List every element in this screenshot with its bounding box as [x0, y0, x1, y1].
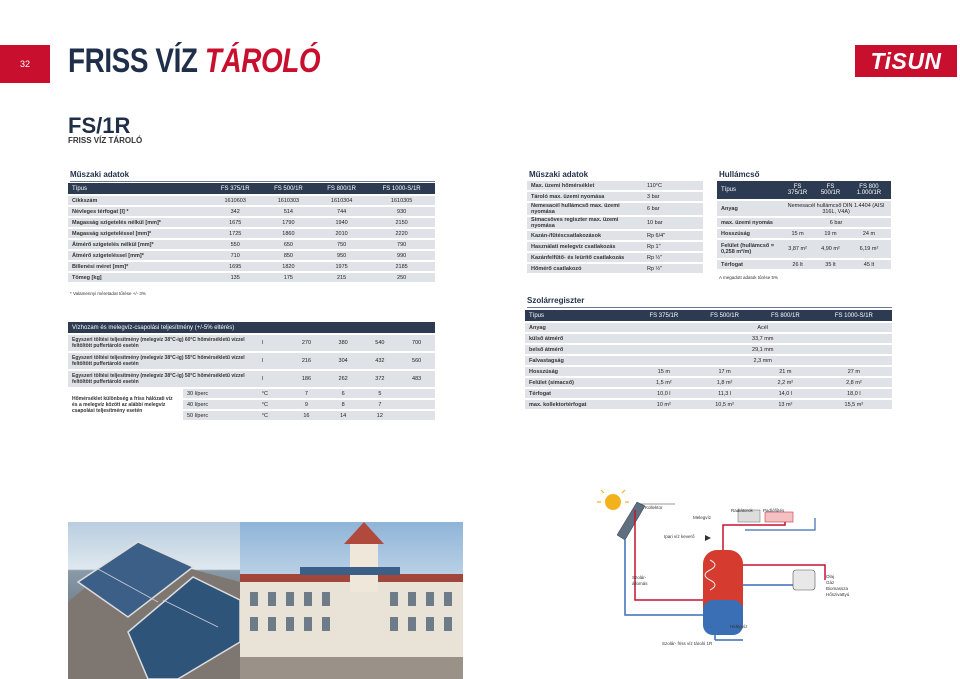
solar-cell: 10,0 l: [633, 389, 694, 398]
label-kollektor: Kollektor: [645, 505, 663, 510]
label-melegviz: Melegvíz: [693, 515, 712, 520]
diff-unit: °C: [258, 400, 288, 409]
tech-cell: 790: [368, 240, 435, 249]
brand-logo: TiSUN: [855, 45, 957, 77]
label-szolar-allomas: Szolár- állomás: [632, 575, 648, 586]
model-name: FS/1R: [68, 113, 131, 138]
tech-cell: 2220: [368, 229, 435, 238]
hull-row: [717, 240, 891, 258]
tech2-label: Hőmérő csatlakozó: [527, 264, 643, 273]
tech2-row: [527, 181, 703, 190]
hull-cell: 3,87 m²: [781, 240, 814, 258]
mixer-valve-icon: [705, 535, 711, 541]
diff-cell: 16: [288, 411, 325, 420]
perf-cell: 186: [288, 371, 325, 387]
solar-span-label: Anyag: [525, 323, 633, 332]
system-diagram: [595, 490, 860, 650]
solar-span-label: belső átmérő: [525, 345, 633, 354]
solar-header-cell: FS 375/1R: [633, 310, 694, 321]
diff-cell: 9: [288, 400, 325, 409]
tech-header-row: [68, 183, 435, 194]
solar-cell: 2,2 m²: [755, 378, 816, 387]
perf-cell: 216: [288, 353, 325, 369]
hull-nyomas-label: max. üzemi nyomás: [717, 218, 781, 227]
solar-cell: 1,5 m²: [633, 378, 694, 387]
perf-label: Egyszeri töltési teljesítmény (melegvíz 38°C-ig) 55°C hőmérsékletű vízzel feltöltött puffertároló esetén: [68, 353, 258, 369]
page-number: 32: [0, 45, 50, 83]
hull-header-cell: FS 800 1.000/1R: [847, 181, 891, 199]
solar-row: [525, 400, 892, 409]
hull-cell: Felület (hullámcső = 0,258 m²/m): [717, 240, 781, 258]
tech-cell: 1610305: [368, 196, 435, 205]
tech-row: [68, 262, 435, 271]
tech2-value: Rp 1": [643, 242, 703, 251]
solar-span-value: 29,1 mm: [633, 345, 892, 354]
perf-unit: l: [258, 335, 288, 351]
solar-span-value: 2,3 mm: [633, 356, 892, 365]
tech-cell: 1975: [315, 262, 368, 271]
tech-cell: 550: [209, 240, 262, 249]
page-title: [68, 42, 320, 81]
photo-school-building: [240, 522, 463, 679]
solar-cell: 14,0 l: [755, 389, 816, 398]
label-radiatorok: Radiátorok: [731, 508, 753, 513]
tech2-heading: Műszaki adatok: [529, 170, 703, 182]
tech-cell: Tömeg [kg]: [68, 273, 209, 282]
tech-cell: 514: [262, 207, 315, 216]
diff-label: Hőmérséklet különbség a friss hálózati víz és a melegvíz között az alábbi melegvíz csapolási teljesítmény esetén: [68, 389, 183, 420]
hull-cell: 26 lt: [781, 260, 814, 269]
tech-cell: Billenési méret [mm]*: [68, 262, 209, 271]
label-energy: Olaj Gáz Biomassza Hőszivattyú: [826, 574, 850, 597]
perf-cell: 540: [362, 335, 399, 351]
tech-cell: 1610303: [262, 196, 315, 205]
solar-span-row: [525, 345, 892, 354]
tech-cell: 930: [368, 207, 435, 216]
perf-cell: 372: [362, 371, 399, 387]
title-main: FRISS VÍZ: [68, 42, 198, 80]
diff-cell: 12: [362, 411, 399, 420]
solar-cell: 10 m²: [633, 400, 694, 409]
tech2-value: 6 bar: [643, 203, 703, 215]
solar-cell: Felület (simacső): [525, 378, 633, 387]
solar-header-row: [525, 310, 892, 321]
hull-note: A megadott adatok tűrése 5%: [719, 275, 779, 280]
solar-table: [525, 308, 892, 411]
tech-cell: 1820: [262, 262, 315, 271]
tech2-row: [527, 203, 703, 215]
tech2-label: Kazánfelfűtő- és leürítő csatlakozás: [527, 253, 643, 262]
tech2-row: [527, 217, 703, 229]
hull-anyag-label: Anyag: [717, 201, 781, 216]
hull-cell: 45 lt: [847, 260, 891, 269]
solar-heading: Szolárregiszter: [527, 296, 892, 308]
tech2-value: Rp ½": [643, 253, 703, 262]
tech-cell: 990: [368, 251, 435, 260]
hull-anyag-value: Nemesacél hullámcső DIN 1.4404 (AISI 316L, V4A): [781, 201, 891, 216]
tech2-label: Max. üzemi hőmérséklet: [527, 181, 643, 190]
hull-header-cell: Típus: [717, 181, 781, 199]
sun-icon: [597, 490, 629, 510]
label-hidegviz: Hidegvíz: [730, 624, 748, 629]
tech-header-cell: FS 500/1R: [262, 183, 315, 194]
tech-cell: 1725: [209, 229, 262, 238]
solar-span-label: Falvastagság: [525, 356, 633, 365]
perf-header: Vízhozam és melegvíz-csapolási teljesítmény (+/-5% eltérés): [68, 322, 435, 333]
tech2-value: 10 bar: [643, 217, 703, 229]
solar-span-row: [525, 323, 892, 332]
photo-solar-roof: [68, 522, 240, 679]
solar-header-cell: FS 800/1R: [755, 310, 816, 321]
diff-flow: 30 l/perc: [183, 389, 258, 398]
solar-span-label: külső átmérő: [525, 334, 633, 343]
hull-heading: Hullámcső: [719, 170, 891, 182]
tech-cell: Cikkszám: [68, 196, 209, 205]
solar-roof-illustration: [68, 522, 240, 679]
label-padlofutes: Padlófűtés: [763, 508, 785, 513]
solar-cell: 11,3 l: [694, 389, 755, 398]
perf-row: [68, 335, 435, 351]
perf-label: Egyszeri töltési teljesítmény (melegvíz 38°C-ig) 50°C hőmérsékletű vízzel feltöltött puffertároló esetén: [68, 371, 258, 387]
solar-span-value: 33,7 mm: [633, 334, 892, 343]
hull-cell: 24 m: [847, 229, 891, 238]
solar-span-row: [525, 356, 892, 365]
tech-cell: 744: [315, 207, 368, 216]
diff-cell: 7: [362, 400, 399, 409]
diff-cell: 14: [325, 411, 362, 420]
perf-cell: 380: [325, 335, 362, 351]
diagram-caption: Szolár- friss víz tároló 1R: [662, 641, 713, 646]
tech-cell: 750: [315, 240, 368, 249]
tech-heading: Műszaki adatok: [70, 170, 435, 182]
diff-cell: 5: [362, 389, 399, 398]
tech2-label: Tároló max. üzemi nyomása: [527, 192, 643, 201]
tech-note: * Valamennyi méretadat tűrése +/- 3%: [70, 291, 146, 296]
boiler-icon: [793, 570, 815, 590]
solar-cell: Térfogat: [525, 389, 633, 398]
diff-unit: °C: [258, 411, 288, 420]
tech-header-cell: Típus: [68, 183, 209, 194]
hull-nyomas-row: [717, 218, 891, 227]
tech-cell: 710: [209, 251, 262, 260]
tech-cell: 2010: [315, 229, 368, 238]
diff-cell: 6: [325, 389, 362, 398]
tech-header-cell: FS 1000-S/1R: [368, 183, 435, 194]
solar-span-value: Acél: [633, 323, 892, 332]
title-accent: TÁROLÓ: [204, 42, 321, 80]
perf-cell: 270: [288, 335, 325, 351]
tech2-row: [527, 231, 703, 240]
perf-cell: 560: [398, 353, 435, 369]
tech-cell: Magasság szigetelés nélkül [mm]*: [68, 218, 209, 227]
tech-cell: 1940: [315, 218, 368, 227]
solar-header-cell: Típus: [525, 310, 633, 321]
tech2-table: [527, 179, 703, 275]
tech-cell: 1610304: [315, 196, 368, 205]
tech-cell: 650: [262, 240, 315, 249]
solar-cell: 21 m: [755, 367, 816, 376]
perf-cell: 304: [325, 353, 362, 369]
tech-cell: 1860: [262, 229, 315, 238]
perf-unit: l: [258, 371, 288, 387]
tech2-label: Nemesacél hullámcső max. üzemi nyomása: [527, 203, 643, 215]
tech2-label: Használati melegvíz csatlakozás: [527, 242, 643, 251]
tech-row: [68, 251, 435, 260]
tech-cell: 2150: [368, 218, 435, 227]
tech2-row: [527, 242, 703, 251]
tech-cell: Névleges térfogat [l] *: [68, 207, 209, 216]
diff-empty: [398, 389, 435, 398]
tech-cell: 175: [262, 273, 315, 282]
tech-row: [68, 196, 435, 205]
hull-cell: Hosszúság: [717, 229, 781, 238]
solar-cell: 1,8 m²: [694, 378, 755, 387]
diff-cell: 7: [288, 389, 325, 398]
hull-cell: 4,90 m²: [814, 240, 847, 258]
tech-cell: 2185: [368, 262, 435, 271]
tech-cell: 250: [368, 273, 435, 282]
floor-heating-icon: [765, 512, 793, 522]
perf-unit: l: [258, 353, 288, 369]
perf-table: [68, 320, 435, 422]
tech2-value: 3 bar: [643, 192, 703, 201]
diff-unit: °C: [258, 389, 288, 398]
hull-cell: Térfogat: [717, 260, 781, 269]
hull-cell: 15 m: [781, 229, 814, 238]
label-ipari: Ipari víz keverő: [664, 534, 695, 539]
solar-cell: 27 m: [816, 367, 892, 376]
solar-cell: 10,5 m²: [694, 400, 755, 409]
solar-header-cell: FS 1000-S/1R: [816, 310, 892, 321]
hull-row: [717, 229, 891, 238]
tech-row: [68, 229, 435, 238]
hull-row: [717, 260, 891, 269]
tech2-value: Rp ½": [643, 264, 703, 273]
solar-header-cell: FS 500/1R: [694, 310, 755, 321]
tech2-row: [527, 264, 703, 273]
tech-header-cell: FS 800/1R: [315, 183, 368, 194]
hull-header-cell: FS 375/1R: [781, 181, 814, 199]
solar-cell: max. kollektortérfogat: [525, 400, 633, 409]
tech2-value: 110°C: [643, 181, 703, 190]
diff-cell: 8: [325, 400, 362, 409]
solar-cell: 13 m²: [755, 400, 816, 409]
hull-cell: 35 lt: [814, 260, 847, 269]
tech-table: [68, 181, 435, 284]
solar-cell: 17 m: [694, 367, 755, 376]
tech-row: [68, 218, 435, 227]
diff-row: [68, 389, 435, 398]
solar-cell: Hosszúság: [525, 367, 633, 376]
tech-cell: 1695: [209, 262, 262, 271]
tech-cell: 135: [209, 273, 262, 282]
tech-cell: 1610603: [209, 196, 262, 205]
tech-cell: Átmérő szigeteléssel [mm]*: [68, 251, 209, 260]
tech-cell: Magasság szigeteléssel [mm]*: [68, 229, 209, 238]
hull-table: [717, 179, 891, 271]
tech-cell: 342: [209, 207, 262, 216]
diff-flow: 50 l/perc: [183, 411, 258, 420]
model-subtitle: FRISS VÍZ TÁROLÓ: [68, 136, 143, 145]
tech-cell: Átmérő szigetelés nélkül [mm]*: [68, 240, 209, 249]
diff-empty: [398, 400, 435, 409]
tech-cell: 215: [315, 273, 368, 282]
tech-cell: 1675: [209, 218, 262, 227]
solar-cell: 2,8 m²: [816, 378, 892, 387]
perf-cell: 700: [398, 335, 435, 351]
tech2-row: [527, 192, 703, 201]
solar-cell: 15 m: [633, 367, 694, 376]
tech-row: [68, 207, 435, 216]
perf-cell: 483: [398, 371, 435, 387]
tech-cell: 850: [262, 251, 315, 260]
tech-header-cell: FS 375/1R: [209, 183, 262, 194]
tech-cell: 950: [315, 251, 368, 260]
tech-cell: 1790: [262, 218, 315, 227]
solar-span-row: [525, 334, 892, 343]
perf-header-row: [68, 322, 435, 333]
solar-row: [525, 389, 892, 398]
perf-label: Egyszeri töltési teljesítmény (melegvíz 38°C-ig) 60°C hőmérsékletű vízzel feltöltött puffertároló esetén: [68, 335, 258, 351]
diff-flow: 40 l/perc: [183, 400, 258, 409]
tech2-row: [527, 253, 703, 262]
solar-row: [525, 378, 892, 387]
hull-cell: 19 m: [814, 229, 847, 238]
hull-cell: 6,19 m²: [847, 240, 891, 258]
perf-cell: 432: [362, 353, 399, 369]
hull-anyag-row: [717, 201, 891, 216]
school-building-illustration: [240, 522, 463, 679]
tech-row: [68, 240, 435, 249]
hull-nyomas-value: 6 bar: [781, 218, 891, 227]
collector-panel: [617, 502, 645, 540]
diff-empty: [398, 411, 435, 420]
tech2-label: Simacsöves regiszter max. üzemi nyomása: [527, 217, 643, 229]
perf-row: [68, 353, 435, 369]
tech2-value: Rp 6/4": [643, 231, 703, 240]
hull-header-row: [717, 181, 891, 199]
hull-header-cell: FS 500/1R: [814, 181, 847, 199]
perf-row: [68, 371, 435, 387]
perf-cell: 262: [325, 371, 362, 387]
tech-row: [68, 273, 435, 282]
solar-cell: 18,0 l: [816, 389, 892, 398]
tech2-label: Kazán-/fűtéscsatlakozások: [527, 231, 643, 240]
solar-cell: 15,5 m²: [816, 400, 892, 409]
solar-row: [525, 367, 892, 376]
